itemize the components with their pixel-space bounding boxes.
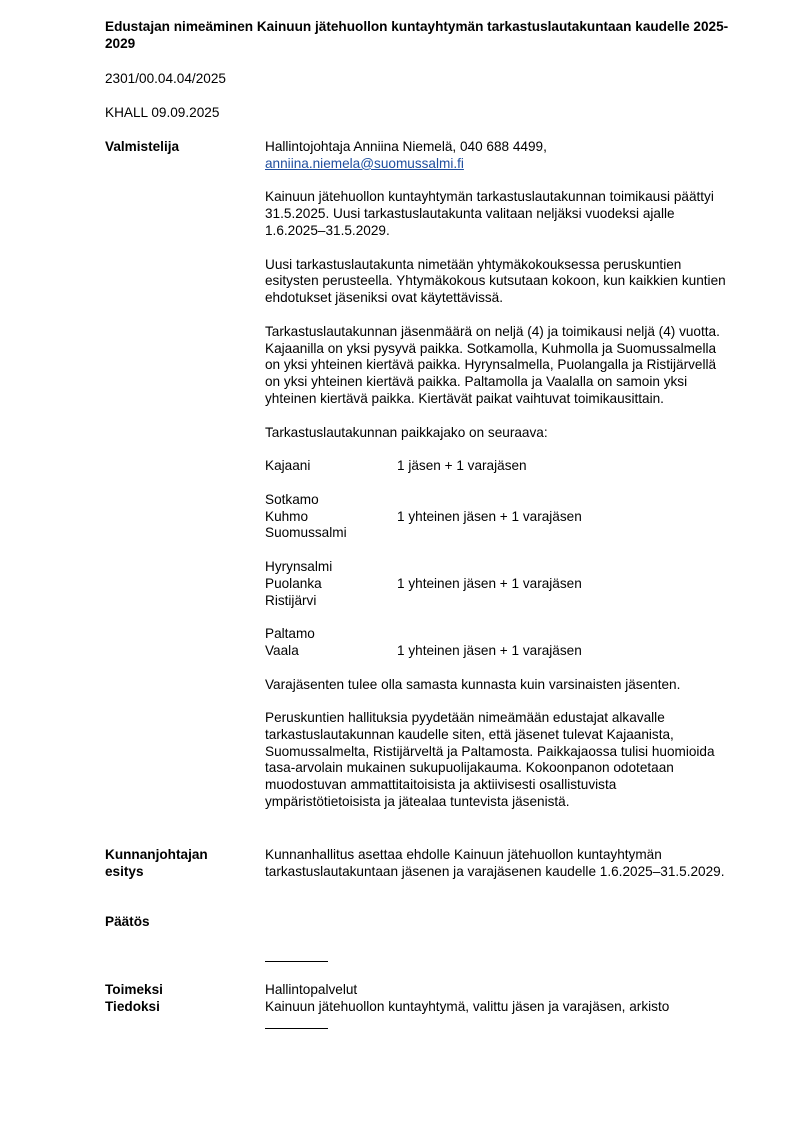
- seat-count: 1 yhteinen jäsen + 1 varajäsen: [397, 575, 582, 591]
- municipality-name: Suomussalmi: [265, 525, 347, 541]
- info-label: Tiedoksi: [105, 998, 160, 1014]
- preparer-label: Valmistelija: [105, 139, 180, 154]
- municipality-name: Paltamo: [265, 626, 315, 642]
- document-title: Edustajan nimeäminen Kainuun jätehuollon kuntayhtymän tarkastuslautakuntaan kaudelle 2025-2029: [105, 19, 729, 51]
- allocation-row: [265, 643, 727, 660]
- seat-allocation-list: [265, 458, 727, 676]
- municipality-name: Kuhmo: [265, 508, 309, 524]
- municipality-name: Sotkamo: [265, 491, 319, 507]
- paragraph-deputies: Varajäsenten tulee olla samasta kunnasta kuin varsinaisten jäsenten.: [265, 676, 681, 692]
- distribution-labels: [105, 982, 255, 1016]
- paragraph-allocation-intro: Tarkastuslautakunnan paikkajako on seuraava:: [265, 424, 548, 440]
- proposal-label: [105, 847, 255, 881]
- decision-label: Päätös: [105, 914, 150, 929]
- paragraph-term: Kainuun jätehuollon kuntayhtymän tarkastuslautakunnan toimikausi päättyi 31.5.2025. Uusi tarkastuslautakunta valitaan neljäksi vuodeksi ajalle 1.6.2025–31.5.2029.: [265, 189, 714, 238]
- info-value: Kainuun jätehuollon kuntayhtymä, valittu jäsen ja varajäsen, arkisto: [265, 998, 670, 1014]
- seat-count: 1 jäsen + 1 varajäsen: [397, 458, 527, 474]
- preparer-contact: Hallintojohtaja Anniina Niemelä, 040 688 4499,: [265, 139, 547, 154]
- preparer-content: [265, 139, 727, 811]
- allocation-row: [265, 593, 727, 610]
- reference-number: 2301/00.04.04/2025: [105, 71, 226, 86]
- municipality-name: Kajaani: [265, 458, 311, 474]
- allocation-row: [265, 525, 727, 542]
- paragraph-nomination: Uusi tarkastuslautakunta nimetään yhtymäkokouksessa peruskuntien esitysten perusteella. Yhtymäkokous kutsutaan kokoon, kun kaikkien kuntien ehdotukset jäseniksi ovat käytettävissä.: [265, 256, 726, 306]
- allocation-row: [265, 458, 727, 475]
- seat-count: 1 yhteinen jäsen + 1 varajäsen: [397, 508, 582, 524]
- seat-count: 1 yhteinen jäsen + 1 varajäsen: [397, 642, 582, 658]
- allocation-row: [265, 559, 727, 576]
- preparer-email-link[interactable]: anniina.niemela@suomussalmi.fi: [265, 155, 464, 171]
- distribution-divider: [265, 1028, 328, 1029]
- allocation-row: [265, 492, 727, 509]
- allocation-row: [265, 626, 727, 643]
- distribution-values: [265, 982, 735, 1016]
- municipality-name: Puolanka: [265, 575, 322, 591]
- allocation-row: [265, 576, 727, 593]
- proposal-text: Kunnanhallitus asettaa ehdolle Kainuun jätehuollon kuntayhtymän tarkastuslautakuntaan jäsenen ja varajäsenen kaudelle 1.6.2025–31.5.2029.: [265, 847, 725, 879]
- municipality-name: Vaala: [265, 642, 299, 658]
- proposal-label-line1: Kunnanjohtajan: [105, 847, 208, 862]
- action-value: Hallintopalvelut: [265, 982, 358, 997]
- decision-divider: [265, 961, 328, 962]
- meeting-identifier: KHALL 09.09.2025: [105, 105, 220, 120]
- paragraph-request: Peruskuntien hallituksia pyydetään nimeämään edustajat alkavalle tarkastuslautakunnan kaudelle siten, että jäsenet tulevat Kajaanista, Suomussalmelta, Ristijärveltä ja Paltamosta. Paikkajaossa tulisi huomioida tasa-arvolain mukainen sukupuolijakauma. Kokoonpanon odotetaan muodostuvan ammattitaitoisista ja aktiivisesti osallistuvista ympäristötietoisista ja jätealaa tuntevista jäsenistä.: [265, 710, 715, 810]
- municipality-name: Hyrynsalmi: [265, 558, 333, 574]
- paragraph-membership: Tarkastuslautakunnan jäsenmäärä on neljä (4) ja toimikausi neljä (4) vuotta. Kajaanilla on yksi pysyvä paikka. Sotkamolla, Kuhmolla ja Suomussalmella on yksi yhteinen kiertävä paikka. Hyrynsalmella, Puolangalla ja Ristijärvellä on yksi yhteinen kiertävä paikka. Paltamolla ja Vaalalla on samoin yksi yhteinen kiertävä paikka. Kiertävät paikat vaihtuvat toimikausittain.: [265, 323, 720, 406]
- municipality-name: Ristijärvi: [265, 592, 317, 608]
- proposal-label-line2: esitys: [105, 863, 144, 879]
- allocation-row: [265, 509, 727, 526]
- action-label: Toimeksi: [105, 982, 163, 997]
